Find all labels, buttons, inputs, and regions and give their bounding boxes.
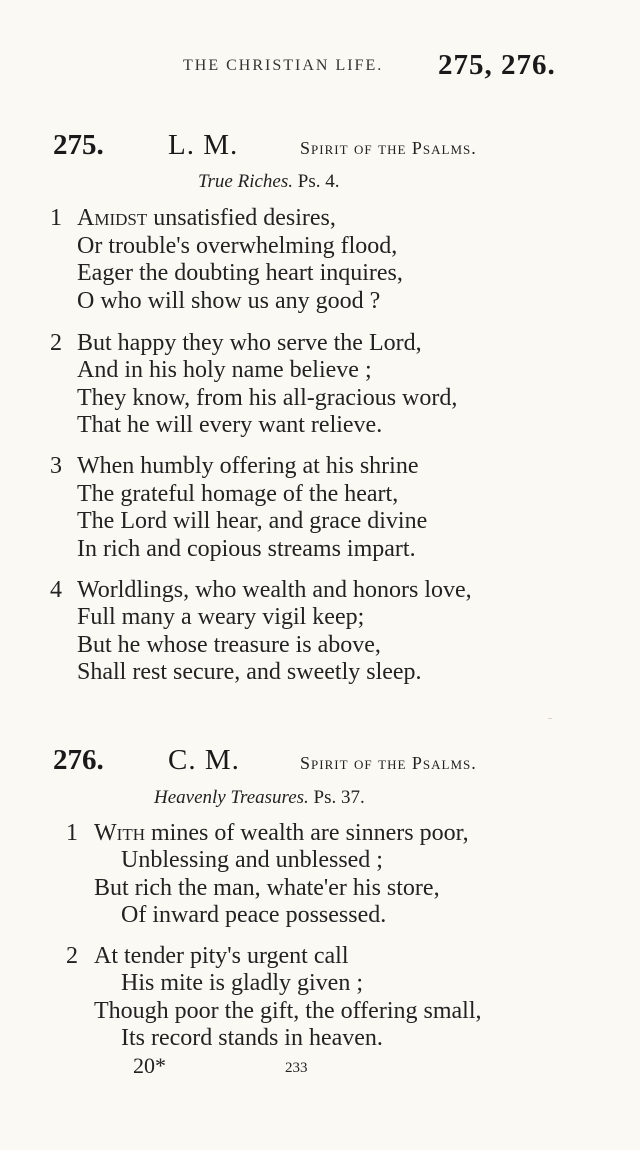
hymn-meter: L. M.	[168, 129, 239, 161]
verse-line: But rich the man, whate'er his store,	[94, 875, 440, 901]
verse-line: Eager the doubting heart inquires,	[77, 260, 403, 286]
hymn-subtitle	[154, 787, 365, 809]
verse-line: Of inward peace possessed.	[121, 902, 387, 928]
hymn-number: 276.	[53, 744, 104, 776]
verse-line: That he will every want relieve.	[77, 412, 383, 438]
stanza-number: 2	[50, 330, 62, 356]
verse-line	[77, 205, 336, 232]
verse-line: Unblessing and unblessed ;	[121, 847, 383, 873]
verse-line: But happy they who serve the Lord,	[77, 330, 422, 356]
hymn-source: Spirit of the Psalms.	[300, 753, 477, 773]
scripture-reference: Ps. 37.	[313, 787, 365, 808]
signature-mark: 20*	[133, 1053, 166, 1078]
verse-line: But he whose treasure is above,	[77, 632, 381, 658]
verse-line: When humbly offering at his shrine	[77, 453, 419, 479]
verse-line: His mite is gladly given ;	[121, 970, 363, 996]
hymn-subtitle	[198, 171, 339, 193]
stanza-number: 3	[50, 453, 62, 479]
verse-line: Or trouble's overwhelming flood,	[77, 233, 398, 259]
verse-line: And in his holy name believe ;	[77, 357, 372, 383]
running-title: THE CHRISTIAN LIFE.	[183, 57, 384, 74]
page-number: 233	[285, 1060, 308, 1076]
hymn-number: 275.	[53, 129, 104, 161]
stanza-number: 2	[66, 943, 78, 969]
verse-line: O who will show us any good ?	[77, 288, 381, 314]
first-word: Amidst	[77, 205, 148, 231]
first-line-rest: unsatisfied desires,	[147, 205, 336, 231]
stanza-number: 1	[66, 820, 78, 846]
verse-line: They know, from his all-gracious word,	[77, 385, 458, 411]
verse-line: Full many a weary vigil keep;	[77, 604, 365, 630]
verse-line: At tender pity's urgent call	[94, 943, 349, 969]
verse-line: The grateful homage of the heart,	[77, 481, 399, 507]
first-word: With	[94, 820, 145, 846]
stanza-number: 1	[50, 205, 62, 231]
verse-line: In rich and copious streams impart.	[77, 536, 416, 562]
first-line-rest: mines of wealth are sinners poor,	[144, 820, 469, 846]
verse-line: The Lord will hear, and grace divine	[77, 508, 428, 534]
page-hymn-numbers: 275, 276.	[438, 49, 556, 81]
verse-line: Worldlings, who wealth and honors love,	[77, 577, 472, 603]
verse-line: Though poor the gift, the offering small,	[94, 998, 482, 1024]
verse-line: Its record stands in heaven.	[121, 1025, 383, 1051]
hymn-source: Spirit of the Psalms.	[300, 138, 477, 158]
hymn-meter: C. M.	[168, 744, 240, 776]
scripture-reference: Ps. 4.	[297, 171, 340, 192]
subtitle-text: Heavenly Treasures.	[154, 787, 309, 808]
subtitle-text: True Riches.	[198, 171, 293, 192]
divider	[548, 718, 552, 719]
verse-line: Shall rest secure, and sweetly sleep.	[77, 659, 422, 685]
stanza-number: 4	[50, 577, 62, 603]
verse-line	[94, 820, 469, 847]
